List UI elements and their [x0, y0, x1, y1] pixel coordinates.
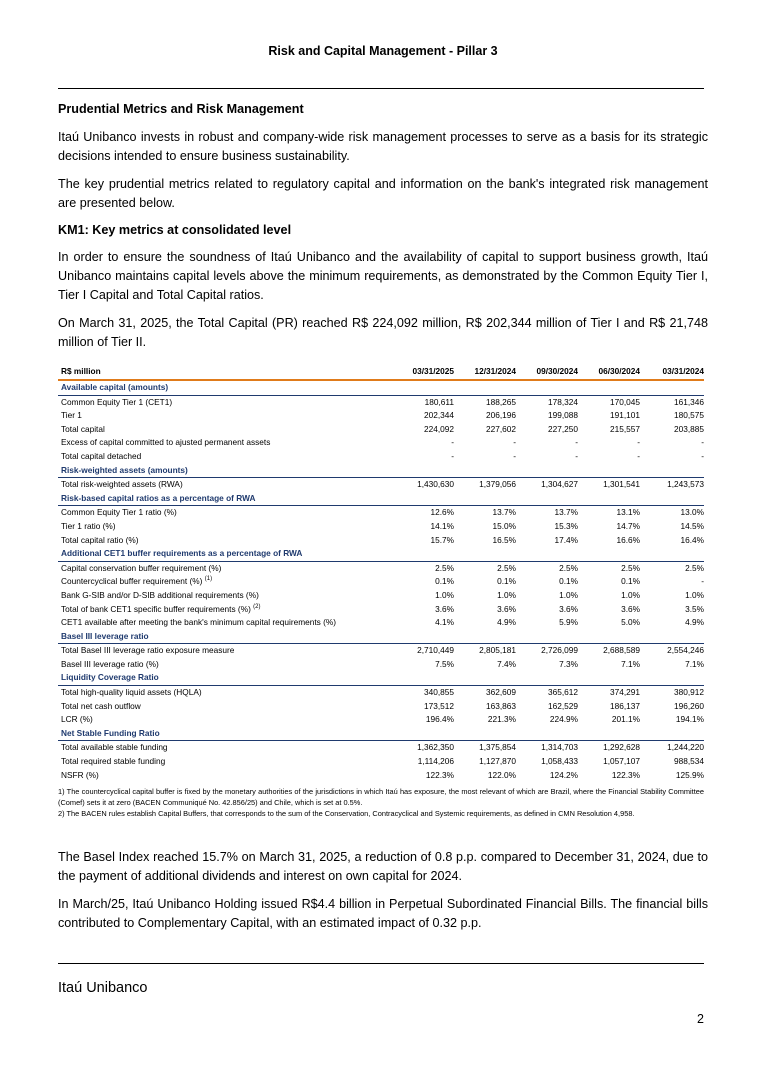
table-cell: - [451, 450, 454, 461]
table-cell: 1,379,056 [479, 479, 516, 490]
table-cell: 1.0% [435, 589, 454, 600]
table-row [58, 686, 704, 700]
intro-paragraph-4: On March 31, 2025, the Total Capital (PR) reached R$ 224,092 million, R$ 202,344 million of Tier I and R$ 21,748 million of Tier II. [58, 316, 708, 349]
table-cell: 1,243,573 [667, 479, 704, 490]
table-cell: - [637, 450, 640, 461]
table-section-row [58, 727, 704, 741]
table-cell: 15.0% [492, 520, 516, 531]
table-cell: 4.9% [497, 617, 516, 628]
row-label-cell [58, 755, 388, 769]
table-cell: - [513, 450, 516, 461]
table-cell: 7.1% [685, 658, 704, 669]
intro-paragraph-1: Itaú Unibanco invests in robust and company-wide risk management processes to serve as a basis for its strategic decisions intended to ensure business sustainability. [58, 130, 708, 163]
table-cell: 14.5% [680, 520, 704, 531]
table-row [58, 741, 704, 755]
table-row [58, 658, 704, 672]
row-label: CET1 available after meeting the bank's minimum capital requirements (%) [61, 617, 337, 628]
table-row [58, 713, 704, 727]
page-number: 2 [697, 1012, 704, 1026]
row-label-cell [58, 409, 388, 423]
row-label-cell [58, 658, 388, 672]
table-cell: 12.6% [430, 507, 454, 518]
intro-section [58, 100, 708, 352]
table-cell: 4.1% [435, 617, 454, 628]
table-cell: 2,710,449 [417, 645, 454, 656]
row-label: Total capital ratio (%) [61, 534, 139, 545]
table-cell: 221.3% [487, 714, 516, 725]
table-cell: 362,609 [486, 687, 516, 698]
row-label: Capital conservation buffer requirement (%) [61, 562, 222, 573]
table-cell: 188,265 [486, 396, 516, 407]
row-label: LCR (%) [61, 714, 93, 725]
km1-table-wrapper [58, 364, 704, 819]
table-cell: 374,291 [610, 687, 640, 698]
table-cell: 2.5% [621, 562, 640, 573]
section-title: Liquidity Coverage Ratio [58, 671, 704, 685]
row-label: Tier 1 ratio (%) [61, 520, 116, 531]
table-cell: 1,127,870 [479, 756, 516, 767]
table-cell: 180,611 [424, 396, 454, 407]
row-label-cell [58, 575, 388, 589]
table-cell: - [637, 437, 640, 448]
intro-paragraph-2: The key prudential metrics related to regulatory capital and information on the bank's integrated risk management are presented below. [58, 177, 708, 210]
table-cell: - [575, 437, 578, 448]
row-label: Common Equity Tier 1 ratio (%) [61, 507, 177, 518]
row-label-cell [58, 644, 388, 658]
row-label: Total Basel III leverage ratio exposure measure [61, 645, 235, 656]
table-row [58, 603, 704, 617]
table-cell: 1,301,541 [603, 479, 640, 490]
table-cell: 1,292,628 [603, 742, 640, 753]
table-cell: 0.1% [435, 576, 454, 587]
table-cell: 122.3% [611, 769, 640, 780]
table-cell: 227,602 [486, 423, 516, 434]
column-header: 03/31/2024 [640, 364, 704, 380]
table-cell: 3.6% [621, 603, 640, 614]
column-header: 03/31/2025 [388, 364, 454, 380]
row-label: Total of bank CET1 specific buffer requirements (%) [61, 603, 251, 614]
table-cell: 191,101 [610, 410, 640, 421]
footnote-ref: (2) [253, 603, 261, 610]
table-cell: 380,912 [674, 687, 704, 698]
table-row [58, 575, 704, 589]
table-cell: 16.5% [492, 534, 516, 545]
row-label-cell [58, 616, 388, 630]
table-cell: 7.3% [559, 658, 578, 669]
table-cell: 13.1% [616, 507, 640, 518]
table-row [58, 700, 704, 714]
row-label-cell [58, 603, 388, 617]
table-cell: 14.7% [616, 520, 640, 531]
row-label-cell [58, 686, 388, 700]
table-cell: 1,304,627 [541, 479, 578, 490]
page-header-title: Risk and Capital Management - Pillar 3 [268, 44, 498, 58]
row-label-cell [58, 506, 388, 520]
section-title: Risk-based capital ratios as a percentage of RWA [58, 492, 704, 506]
table-cell: 3.6% [435, 603, 454, 614]
table-cell: 13.0% [680, 507, 704, 518]
table-cell: 170,045 [610, 396, 640, 407]
table-cell: 122.0% [487, 769, 516, 780]
table-cell: 13.7% [492, 507, 516, 518]
row-label-cell [58, 700, 388, 714]
table-cell: 1,058,433 [541, 756, 578, 767]
table-cell: 201.1% [611, 714, 640, 725]
row-label-cell [58, 478, 388, 492]
table-cell: 215,557 [610, 423, 640, 434]
row-label-cell [58, 769, 388, 783]
section-heading: Prudential Metrics and Risk Management [58, 102, 304, 116]
row-label: Basel III leverage ratio (%) [61, 658, 159, 669]
table-cell: 196.4% [425, 714, 454, 725]
table-cell: - [513, 437, 516, 448]
section-title: Available capital (amounts) [58, 380, 704, 395]
table-cell: 180,575 [674, 410, 704, 421]
table-cell: - [575, 450, 578, 461]
row-label: Common Equity Tier 1 (CET1) [61, 396, 173, 407]
table-cell: 2.5% [435, 562, 454, 573]
table-cell: 4.9% [685, 617, 704, 628]
row-label-cell [58, 713, 388, 727]
table-row [58, 520, 704, 534]
table-cell: - [701, 437, 704, 448]
table-row [58, 616, 704, 630]
table-section-row [58, 380, 704, 395]
table-cell: 1,314,703 [541, 742, 578, 753]
table-row [58, 423, 704, 437]
footnote-1: 1) The countercyclical capital buffer is fixed by the monetary authorities of the jurisdictions in which Itaú has exposure, the most relevant of which are Brazil, where the Financial Stability Committee (Comef) sets it at zero (BACEN Communiqué No. 42.856/25) and Chile, which is set at 0.5%. [58, 787, 704, 808]
table-section-row [58, 671, 704, 685]
row-label-cell [58, 395, 388, 409]
km1-heading: KM1: Key metrics at consolidated level [58, 223, 292, 237]
table-cell: 15.3% [554, 520, 578, 531]
section-title: Additional CET1 buffer requirements as a percentage of RWA [58, 547, 704, 561]
row-label: Countercyclical buffer requirement (%) [61, 576, 203, 587]
table-cell: 13.7% [554, 507, 578, 518]
table-cell: 194.1% [675, 714, 704, 725]
table-cell: 0.1% [559, 576, 578, 587]
table-cell: 1,114,206 [417, 756, 454, 767]
table-cell: 5.0% [621, 617, 640, 628]
footer-brand: Itaú Unibanco [58, 980, 148, 996]
table-cell: 163,863 [486, 700, 516, 711]
closing-paragraph-1: The Basel Index reached 15.7% on March 31, 2025, a reduction of 0.8 p.p. compared to December 31, 2024, due to the payment of additional dividends and interest on own capital for 2024. [58, 850, 708, 883]
table-cell: 224,092 [424, 423, 454, 434]
footnote-ref: (1) [204, 576, 213, 583]
row-label: Total available stable funding [61, 742, 168, 753]
table-cell: 1.0% [559, 589, 578, 600]
table-row [58, 534, 704, 548]
row-label: Bank G-SIB and/or D-SIB additional requirements (%) [61, 589, 259, 600]
table-cell: 125.9% [675, 769, 704, 780]
section-title: Risk-weighted assets (amounts) [58, 464, 704, 478]
table-section-row [58, 630, 704, 644]
table-cell: 2.5% [559, 562, 578, 573]
table-cell: 199,088 [548, 410, 578, 421]
table-cell: 14.1% [430, 520, 454, 531]
row-label-cell [58, 423, 388, 437]
table-cell: 1.0% [497, 589, 516, 600]
row-label: Total risk-weighted assets (RWA) [61, 479, 183, 490]
table-cell: 202,344 [424, 410, 454, 421]
km1-table [58, 364, 704, 782]
table-cell: 1.0% [621, 589, 640, 600]
table-cell: 2,554,246 [667, 645, 704, 656]
table-cell: 3.5% [685, 603, 704, 614]
table-row [58, 561, 704, 575]
table-cell: 122.3% [425, 769, 454, 780]
table-cell: 1,362,350 [417, 742, 454, 753]
row-label: Total net cash outflow [61, 700, 141, 711]
row-label-cell [58, 561, 388, 575]
row-label-cell [58, 741, 388, 755]
intro-paragraph-3: In order to ensure the soundness of Itaú Unibanco and the availability of capital to support business growth, Itaú Unibanco maintains capital levels above the minimum requirements, as demonstrated by the Common Equity Tier I, Tier I Capital and Total Capital ratios. [58, 250, 708, 302]
section-title: Basel III leverage ratio [58, 630, 704, 644]
table-row [58, 644, 704, 658]
table-cell: 224.9% [549, 714, 578, 725]
header-divider [58, 88, 704, 89]
table-cell: 0.1% [497, 576, 516, 587]
row-label: Excess of capital committed to ajusted permanent assets [61, 437, 271, 448]
table-row [58, 589, 704, 603]
table-cell: 3.6% [559, 603, 578, 614]
table-cell: 1,057,107 [603, 756, 640, 767]
table-cell: 178,324 [548, 396, 578, 407]
table-section-row [58, 464, 704, 478]
table-cell: 3.6% [497, 603, 516, 614]
table-body [58, 380, 704, 782]
table-cell: 7.1% [621, 658, 640, 669]
column-header: 12/31/2024 [454, 364, 516, 380]
table-cell: 2.5% [497, 562, 516, 573]
table-cell: - [451, 437, 454, 448]
table-row [58, 436, 704, 450]
footer-divider [58, 963, 704, 964]
row-label-cell [58, 520, 388, 534]
table-cell: 1,244,220 [667, 742, 704, 753]
section-title: Net Stable Funding Ratio [58, 727, 704, 741]
table-cell: 196,260 [674, 700, 704, 711]
table-cell: 0.1% [621, 576, 640, 587]
table-cell: 340,855 [424, 687, 454, 698]
table-cell: - [701, 450, 704, 461]
table-cell: 173,512 [424, 700, 454, 711]
table-cell: - [701, 576, 704, 587]
row-label: Tier 1 [61, 410, 82, 421]
closing-section [58, 848, 708, 933]
row-label: Total high-quality liquid assets (HQLA) [61, 687, 202, 698]
table-cell: 162,529 [548, 700, 578, 711]
table-cell: 186,137 [610, 700, 640, 711]
table-cell: 124.2% [549, 769, 578, 780]
table-cell: 203,885 [674, 423, 704, 434]
table-cell: 7.4% [497, 658, 516, 669]
table-cell: 7.5% [435, 658, 454, 669]
table-cell: 2,688,589 [603, 645, 640, 656]
row-label-cell [58, 534, 388, 548]
table-cell: 17.4% [554, 534, 578, 545]
footnote-2: 2) The BACEN rules establish Capital Buffers, that corresponds to the sum of the Conservation, Contracyclical and Systemic requirements, as defined in CMN Resolution 4,958. [58, 809, 635, 819]
row-label-cell [58, 589, 388, 603]
row-label: Total capital detached [61, 450, 142, 461]
table-section-row [58, 547, 704, 561]
table-row [58, 450, 704, 464]
table-cell: 1,375,854 [479, 742, 516, 753]
table-cell: 5.9% [559, 617, 578, 628]
table-row [58, 409, 704, 423]
row-label-cell [58, 450, 388, 464]
row-label-cell [58, 436, 388, 450]
column-header: 09/30/2024 [516, 364, 578, 380]
table-cell: 16.6% [616, 534, 640, 545]
table-cell: 161,346 [674, 396, 704, 407]
table-row [58, 506, 704, 520]
row-label: Total required stable funding [61, 756, 166, 767]
table-section-row [58, 492, 704, 506]
table-cell: 2,726,099 [541, 645, 578, 656]
table-row [58, 395, 704, 409]
table-row [58, 769, 704, 783]
row-label: NSFR (%) [61, 769, 99, 780]
table-cell: 227,250 [548, 423, 578, 434]
row-label: Total capital [61, 423, 105, 434]
table-cell: 1,430,630 [417, 479, 454, 490]
table-cell: 988,534 [674, 756, 704, 767]
table-cell: 365,612 [548, 687, 578, 698]
table-cell: 2,805,181 [479, 645, 516, 656]
table-cell: 2.5% [685, 562, 704, 573]
footnotes [58, 786, 704, 819]
column-header: R$ million [58, 364, 388, 380]
column-header: 06/30/2024 [578, 364, 640, 380]
table-row [58, 478, 704, 492]
table-cell: 16.4% [680, 534, 704, 545]
table-cell: 1.0% [685, 589, 704, 600]
table-cell: 15.7% [430, 534, 454, 545]
table-header-row [58, 364, 704, 380]
table-row [58, 755, 704, 769]
table-cell: 206,196 [486, 410, 516, 421]
closing-paragraph-2: In March/25, Itaú Unibanco Holding issued R$4.4 billion in Perpetual Subordinated Financial Bills. The financial bills contributed to Complementary Capital, with an estimated impact of 0.32 p.p. [58, 897, 708, 930]
